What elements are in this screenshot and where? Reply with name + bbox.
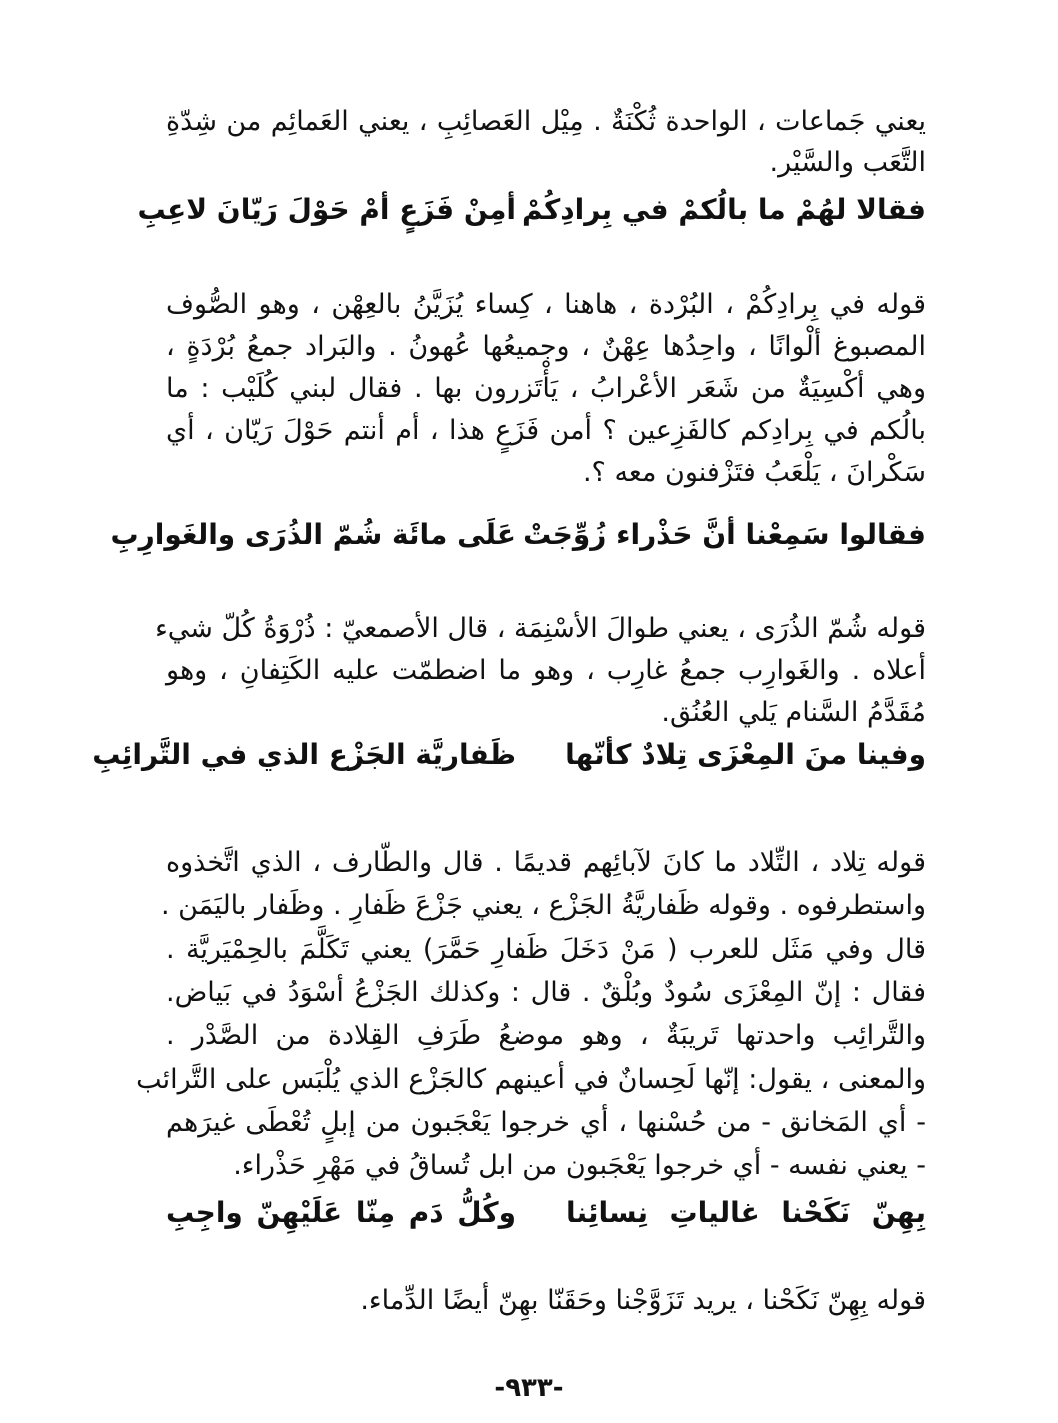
text-line: المصبوغ ألْوانًا ، واحِدُها عِهْنٌ ، وجميعُها عُهونُ . والبَراد جمعُ بُرْدَةٍ ، [166,331,926,362]
verse-first-hemistich: فقالوا سَمِعْنا أنَّ حَذْراء زُوِّجَتْ [523,518,926,551]
text-line: والمعنى ، يقول: إنّها لَحِسانٌ في أعينهم كالجَزْع الذي يُلْبَس على التَّرائب [136,1064,926,1095]
text-line: قوله بِهِنّ نَكَحْنا ، يريد تَزَوَّجْنا وحَقَنّا بهِنّ أيضًا الدِّماء. [360,1285,926,1316]
text-line: بالُكم في بِرادِكم كالفَزِعين ؟ أمن فَزَعٍ هذا ، أم أنتم حَوْلَ رَيّان ، أي [166,415,926,446]
text-line: وهي أكْسِيَةٌ من شَعَر الأعْرابُ ، يَأْتَزرون بها . فقال لبني كُلَيْب : ما [166,373,926,404]
text-line: مُقَدَّمُ السَّنام يَلي العُنُق. [661,697,926,728]
text-line: قوله شُمّ الذُرَى ، يعني طوالَ الأسْنِمَة ، قال الأصمعيّ : ذُرْوَةُ كُلّ شيء [155,613,926,644]
text-line: قال وفي مَثَل للعرب ( مَنْ دَخَلَ ظَفارِ حَمَّرَ) يعني تَكَلَّمَ بالحِمْيَريَّة . [166,934,926,965]
verse-first-hemistich: وفينا منَ المِعْزَى تِلادٌ كأنّها [565,738,926,771]
text-line: أعلاه . والغَوارِب جمعُ غارِب ، وهو ما اضطمّت عليه الكَتِفانِ ، وهو [166,655,926,686]
verse-second-hemistich: ظَفاريَّة الجَزْع الذي في التَّرائِبِ [92,738,516,771]
poetry-verse [110,515,926,555]
verse-first-hemistich: بِهِنّ نَكَحْنا غالياتِ نِسائِنا [566,1196,926,1229]
text-line: يعني جَماعات ، الواحدة ثُكْنَةٌ . مِيْل العَصائِبِ ، يعني العَمائِم من شِدّةِ [166,106,926,137]
text-line: - أي المَخانق - من حُسْنها ، أي خرجوا يَعْجَبون من إبلٍ تُعْطَى غيرَهم [166,1107,926,1138]
text-line: والتَّرائِب واحدتها تَريبَةٌ ، وهو موضعُ طَرَفِ القِلادة من الصَّدْر . [166,1020,926,1051]
text-line: التَّعَب والسَّيْر. [769,147,926,178]
text-line: فقال : إنّ المِعْزَى سُودٌ وبُلْقٌ . قال : وكذلك الجَزْعُ أسْوَدُ في بَياض. [166,977,926,1008]
text-line: سَكْرانَ ، يَلْعَبُ فتَزْفنون معه ؟. [582,457,926,488]
verse-second-hemistich: وكُلُّ دَم مِنّا عَلَيْهِنّ واجِبِ [166,1196,516,1229]
verse-second-hemistich: عَلَى مائَة شُمّ الذُرَى والغَوارِبِ [110,518,516,551]
poetry-verse [166,1193,926,1233]
poetry-verse [137,190,926,230]
verse-first-hemistich: فقالا لهُمْ ما بالُكمْ في بِرادِكُمْ [522,193,926,226]
text-line: - يعني نفسه - أي خرجوا يَعْجَبون من ابل تُساقُ في مَهْرِ حَذْراء. [233,1150,926,1181]
text-line: قوله في بِرادِكُمْ ، البُرْدة ، هاهنا ، كِساء يُزَيَّنُ بالعِهْن ، وهو الصُّوف [166,289,926,320]
text-line: قوله تِلاد ، التِّلاد ما كانَ لآبائِهم قديمًا . قال والطّارف ، الذي اتَّخذوه [166,847,926,878]
poetry-verse [92,735,926,775]
page-number: -٩٣٣- [494,1373,564,1403]
verse-second-hemistich: أمِنْ فَزَعٍ أمْ حَوْلَ رَيّانَ لاعِبِ [137,193,516,226]
text-line: واستطرفوه . وقوله ظَفاريَّةُ الجَزْع ، يعني جَزْعَ ظَفارِ . وظَفار باليَمَن . [160,890,926,921]
